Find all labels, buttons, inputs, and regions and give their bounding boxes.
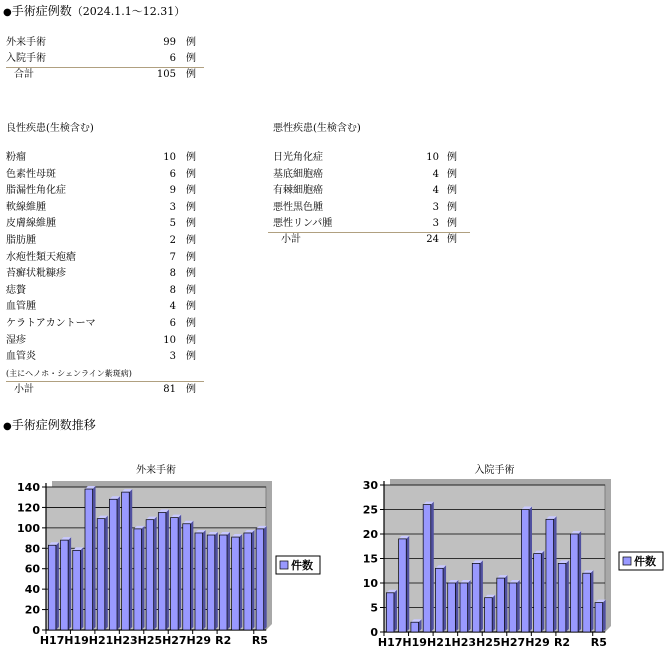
row-label: 悪性黒色腫 — [273, 201, 323, 213]
row-count: 7 — [169, 251, 176, 263]
bar — [546, 519, 554, 632]
benign-title: 良性疾患(生検含む) — [6, 123, 94, 134]
row-label: 血管炎 — [6, 351, 36, 363]
bar-side — [129, 489, 132, 630]
row-count: 3 — [432, 218, 439, 230]
row-count: 105 — [156, 69, 176, 80]
bar-side — [406, 536, 409, 632]
row-label: 合計 — [14, 69, 34, 80]
row-label: 水疱性類天疱瘡 — [6, 251, 76, 263]
bar-side — [504, 575, 507, 632]
bar-side — [117, 496, 120, 630]
row-unit: 例 — [186, 301, 196, 313]
table-row — [6, 233, 206, 249]
y-tick-label: 140 — [17, 481, 40, 494]
row-count: 8 — [169, 284, 176, 296]
row-unit: 例 — [447, 152, 457, 163]
row-label: 軟線維腫 — [6, 201, 46, 213]
x-tick-label: H29 — [186, 634, 212, 647]
bar — [256, 529, 264, 630]
heading-period: （2024.1.1〜12.31） — [71, 5, 186, 18]
bar-side — [105, 516, 108, 630]
bar-side — [190, 521, 193, 630]
bullet-icon: ● — [3, 7, 12, 18]
bar-side — [455, 580, 458, 632]
row-count: 2 — [169, 235, 176, 246]
bar — [411, 622, 419, 632]
bar-side — [68, 537, 71, 630]
bar-side — [554, 516, 557, 632]
y-tick-label: 0 — [370, 626, 378, 639]
bar — [207, 535, 215, 630]
row-count: 5 — [169, 218, 176, 230]
total-row — [6, 67, 206, 83]
row-label: 小計 — [281, 234, 301, 245]
row-count: 9 — [169, 185, 176, 197]
malignant-title: 悪性疾患(生検含む) — [273, 123, 361, 134]
bar-side — [492, 595, 495, 632]
bar — [521, 510, 529, 633]
row-count: 8 — [169, 268, 176, 280]
bar — [97, 519, 105, 630]
row-label: 脂肪腫 — [6, 235, 36, 246]
bar-side — [590, 570, 593, 632]
bar — [472, 563, 480, 632]
row-label: 日光角化症 — [273, 152, 323, 163]
x-tick-label: R2 — [215, 634, 232, 647]
y-tick-label: 30 — [362, 479, 378, 492]
heading-title: 手術症例数 — [11, 4, 72, 18]
x-tick-label: H23 — [113, 634, 138, 647]
case-count-heading — [3, 2, 185, 19]
row-unit: 例 — [186, 351, 196, 363]
x-tick-label: H25 — [137, 634, 163, 647]
table-row — [273, 183, 467, 199]
table-row — [6, 333, 206, 349]
y-tick-label: 20 — [362, 528, 378, 541]
bar — [73, 550, 81, 630]
y-tick-label: 100 — [17, 521, 40, 535]
y-tick-label: 10 — [362, 577, 378, 590]
row-label: 痣贅 — [6, 284, 26, 296]
row-unit: 例 — [186, 284, 196, 296]
bar — [534, 554, 542, 632]
row-label: 粉瘤 — [6, 152, 26, 163]
table-row — [273, 216, 467, 232]
benign-note: (主にヘノホ・シェンライン紫斑病) — [6, 369, 132, 378]
row-count: 4 — [169, 301, 176, 313]
bar-side — [394, 590, 397, 632]
row-count: 81 — [163, 384, 176, 395]
row-unit: 例 — [186, 168, 196, 180]
row-count: 10 — [163, 334, 176, 346]
bar — [146, 520, 154, 630]
x-tick-label: H17 — [39, 634, 65, 647]
y-tick-label: 0 — [32, 624, 40, 637]
outpatient-chart — [0, 460, 335, 664]
bar — [386, 593, 394, 632]
y-tick-label: 60 — [24, 562, 40, 576]
row-unit: 例 — [186, 53, 196, 64]
table-row — [6, 316, 206, 332]
bar — [244, 533, 252, 630]
row-count: 10 — [426, 152, 439, 163]
row-unit: 例 — [186, 69, 196, 80]
bar-side — [93, 486, 96, 630]
bar-side — [431, 502, 434, 632]
row-count: 4 — [432, 168, 439, 180]
bar-side — [80, 547, 83, 630]
row-label: 小計 — [14, 384, 34, 395]
bar-side — [603, 600, 606, 632]
row-unit: 例 — [186, 218, 196, 230]
table-row — [6, 250, 206, 266]
legend-swatch — [280, 561, 288, 569]
bar-side — [566, 560, 569, 632]
legend-label: 件数 — [291, 559, 313, 572]
bar-side — [227, 532, 230, 630]
table-row — [6, 183, 206, 199]
bar-side — [443, 565, 446, 632]
y-tick-label: 80 — [24, 542, 40, 556]
table-row — [6, 200, 206, 216]
x-tick-label: R2 — [553, 636, 571, 649]
row-count: 3 — [169, 351, 176, 363]
bar — [232, 537, 240, 630]
row-unit: 例 — [186, 201, 196, 213]
bar — [399, 539, 407, 632]
x-tick-label: H19 — [64, 634, 89, 647]
row-count: 4 — [432, 185, 439, 197]
row-unit: 例 — [447, 201, 457, 213]
bar — [448, 583, 456, 632]
bar-side — [264, 526, 267, 630]
row-label: 有棘細胞癌 — [273, 185, 323, 197]
row-label: 外来手術 — [6, 37, 46, 48]
bar-side — [178, 515, 181, 630]
table-row — [6, 216, 206, 232]
bar — [171, 518, 179, 630]
bar-side — [468, 580, 471, 632]
bar-side — [215, 532, 218, 630]
y-tick-label: 25 — [362, 503, 378, 517]
table-row — [6, 150, 206, 166]
row-label: 苔癬状粃糠疹 — [6, 268, 66, 280]
row-unit: 例 — [447, 234, 457, 245]
table-row — [6, 266, 206, 282]
bar — [570, 534, 578, 632]
row-count: 10 — [163, 152, 176, 163]
bar-side — [529, 507, 532, 633]
bar — [423, 505, 431, 632]
subtotal-row — [6, 382, 206, 398]
trend-title: 手術症例数推移 — [11, 418, 96, 432]
bar — [61, 540, 69, 630]
inpatient-chart — [335, 460, 670, 664]
bar-side — [56, 542, 59, 630]
x-tick-label: H29 — [525, 636, 550, 649]
bar — [134, 529, 142, 630]
row-unit: 例 — [186, 251, 196, 263]
row-label: 血管腫 — [6, 301, 36, 313]
bar-side — [141, 526, 144, 630]
row-label: 脂漏性角化症 — [6, 185, 66, 197]
row-unit: 例 — [186, 318, 196, 329]
row-unit: 例 — [186, 384, 196, 395]
table-row — [6, 349, 206, 365]
row-count: 6 — [169, 168, 176, 180]
y-tick-label: 15 — [362, 552, 378, 566]
table-row — [273, 150, 467, 166]
x-tick-label: H27 — [162, 634, 187, 647]
bar-side — [578, 531, 581, 632]
table-row — [6, 299, 206, 315]
bar-side — [541, 551, 544, 632]
row-unit: 例 — [186, 268, 196, 280]
y-tick-label: 40 — [24, 583, 40, 597]
bar — [85, 489, 93, 630]
bar — [219, 535, 227, 630]
x-tick-label: H23 — [451, 636, 477, 649]
table-row — [273, 167, 467, 183]
row-label: ケラトアカントーマ — [6, 318, 96, 329]
table-row — [6, 167, 206, 183]
row-label: 悪性リンパ腫 — [273, 218, 333, 230]
row-label: 湿疹 — [6, 334, 26, 346]
bar — [109, 499, 117, 630]
bar — [583, 573, 591, 632]
x-tick-label: H21 — [88, 634, 114, 647]
row-count: 24 — [426, 234, 439, 245]
bar — [435, 568, 443, 632]
x-tick-label: R5 — [590, 636, 607, 649]
legend-label: 件数 — [634, 555, 656, 568]
bar-side — [517, 580, 520, 632]
bar-side — [203, 530, 206, 630]
subtotal-row — [273, 232, 467, 248]
row-unit: 例 — [447, 218, 457, 230]
row-unit: 例 — [186, 235, 196, 246]
table-row — [6, 283, 206, 299]
y-tick-label: 20 — [24, 603, 40, 617]
bar — [497, 578, 505, 632]
legend-swatch — [623, 557, 631, 565]
row-count: 3 — [169, 201, 176, 213]
bar — [558, 563, 566, 632]
row-count: 3 — [432, 201, 439, 213]
bar — [485, 598, 493, 632]
row-unit: 例 — [186, 152, 196, 163]
bar — [509, 583, 517, 632]
x-tick-label: H27 — [500, 636, 526, 649]
bar-side — [154, 517, 157, 630]
bar-side — [166, 510, 169, 630]
row-count: 6 — [169, 53, 176, 64]
bar — [183, 524, 191, 630]
x-tick-label: R5 — [251, 634, 268, 647]
row-label: 入院手術 — [6, 53, 46, 64]
row-label: 基底細胞癌 — [273, 168, 323, 180]
bar-side — [251, 530, 254, 630]
bar — [122, 492, 130, 630]
x-tick-label: H25 — [476, 636, 501, 649]
bullet-icon: ● — [3, 421, 12, 432]
row-count: 6 — [169, 318, 176, 329]
x-tick-label: H19 — [402, 636, 427, 649]
bar — [595, 603, 603, 632]
chart-title: 入院手術 — [474, 465, 515, 476]
row-unit: 例 — [186, 37, 196, 48]
table-row — [273, 200, 467, 216]
y-tick-label: 5 — [370, 601, 378, 615]
table-row — [6, 35, 206, 51]
x-tick-label: H17 — [377, 636, 403, 649]
row-label: 色素性母斑 — [6, 168, 56, 180]
trend-heading — [3, 416, 96, 433]
bar — [158, 513, 166, 630]
table-row — [6, 51, 206, 67]
row-unit: 例 — [447, 168, 457, 180]
bar-side — [239, 534, 242, 630]
bar — [195, 533, 203, 630]
row-unit: 例 — [186, 334, 196, 346]
row-count: 99 — [163, 37, 176, 48]
bar-side — [480, 560, 483, 632]
x-tick-label: H21 — [426, 636, 452, 649]
chart-title: 外来手術 — [136, 465, 176, 476]
y-tick-label: 120 — [17, 501, 40, 515]
bar — [460, 583, 468, 632]
row-label: 皮膚線維腫 — [6, 218, 56, 230]
bar — [48, 545, 56, 630]
row-unit: 例 — [186, 185, 196, 197]
row-unit: 例 — [447, 185, 457, 197]
